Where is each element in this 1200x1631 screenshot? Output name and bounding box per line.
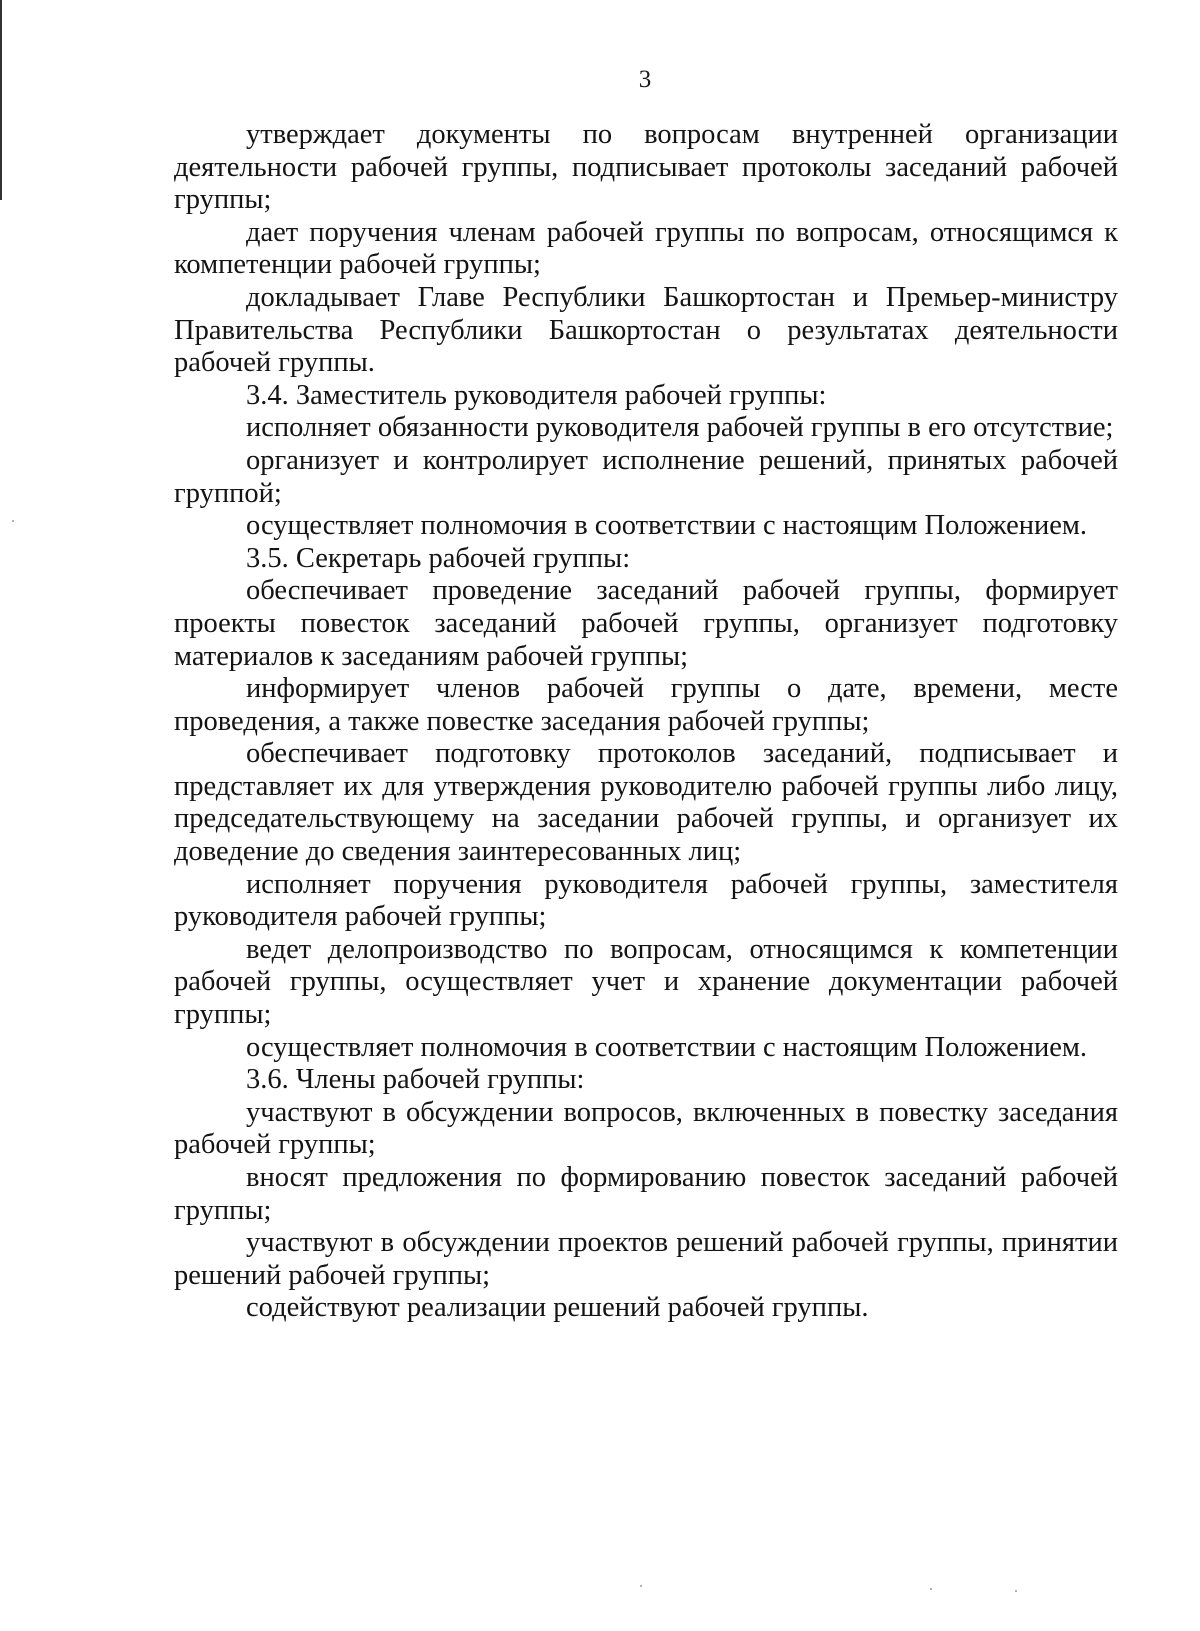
paragraph: обеспечивает подготовку протоколов заседаний, подписывает и представляет их для утверждения руководителю рабочей группы либо лицу, председательствующему на заседании рабочей группы, и организует их доведение до сведения заинтересованных лиц; [174, 738, 1118, 868]
paragraph: докладывает Главе Республики Башкортостан и Премьер-министру Правительства Республики Башкортостан о результатах деятельности рабочей группы. [174, 281, 1118, 379]
scan-speck [12, 520, 14, 522]
paragraph: осуществляет полномочия в соответствии с настоящим Положением. [246, 1031, 1088, 1063]
paragraph: ведет делопроизводство по вопросам, относящимся к компетенции рабочей группы, осуществляет учет и хранение документации рабочей группы; [174, 933, 1118, 1031]
section-heading: 3.6. Члены рабочей группы: [246, 1064, 585, 1096]
paragraph: осуществляет полномочия в соответствии с настоящим Положением. [246, 510, 1088, 542]
section-heading: 3.4. Заместитель руководителя рабочей группы: [246, 379, 827, 411]
paragraph: исполняет обязанности руководителя рабочей группы в его отсутствие; [246, 412, 1114, 444]
paragraph: дает поручения членам рабочей группы по вопросам, относящимся к компетенции рабочей группы; [174, 216, 1118, 281]
paragraph: утверждает документы по вопросам внутренней организации деятельности рабочей группы, подписывает протоколы заседаний рабочей группы; [174, 119, 1118, 216]
scan-speck [1015, 1590, 1017, 1592]
paragraph: участвуют в обсуждении проектов решений рабочей группы, принятии решений рабочей группы; [174, 1227, 1118, 1291]
scan-speck [640, 1585, 642, 1587]
section-heading: 3.5. Секретарь рабочей группы: [246, 542, 631, 574]
page-number: 3 [638, 66, 652, 93]
paragraph: участвуют в обсуждении вопросов, включенных в повестку заседания рабочей группы; [174, 1096, 1118, 1161]
paragraph: обеспечивает проведение заседаний рабочей группы, формирует проекты повесток заседаний рабочей группы, организует подготовку материалов к заседаниям рабочей группы; [174, 575, 1118, 672]
paragraph: содействуют реализации решений рабочей группы. [246, 1292, 869, 1324]
scan-edge-mark [0, 0, 2, 200]
paragraph: организует и контролирует исполнение решений, принятых рабочей группой; [174, 444, 1118, 509]
paragraph: исполняет поручения руководителя рабочей группы, заместителя руководителя рабочей группы; [174, 868, 1118, 933]
paragraph: вносят предложения по формированию повесток заседаний рабочей группы; [174, 1162, 1118, 1226]
document-body [174, 119, 1118, 1325]
paragraph: информирует членов рабочей группы о дате, времени, месте проведения, а также повестке заседания рабочей группы; [174, 673, 1118, 737]
scan-speck [930, 1588, 932, 1590]
